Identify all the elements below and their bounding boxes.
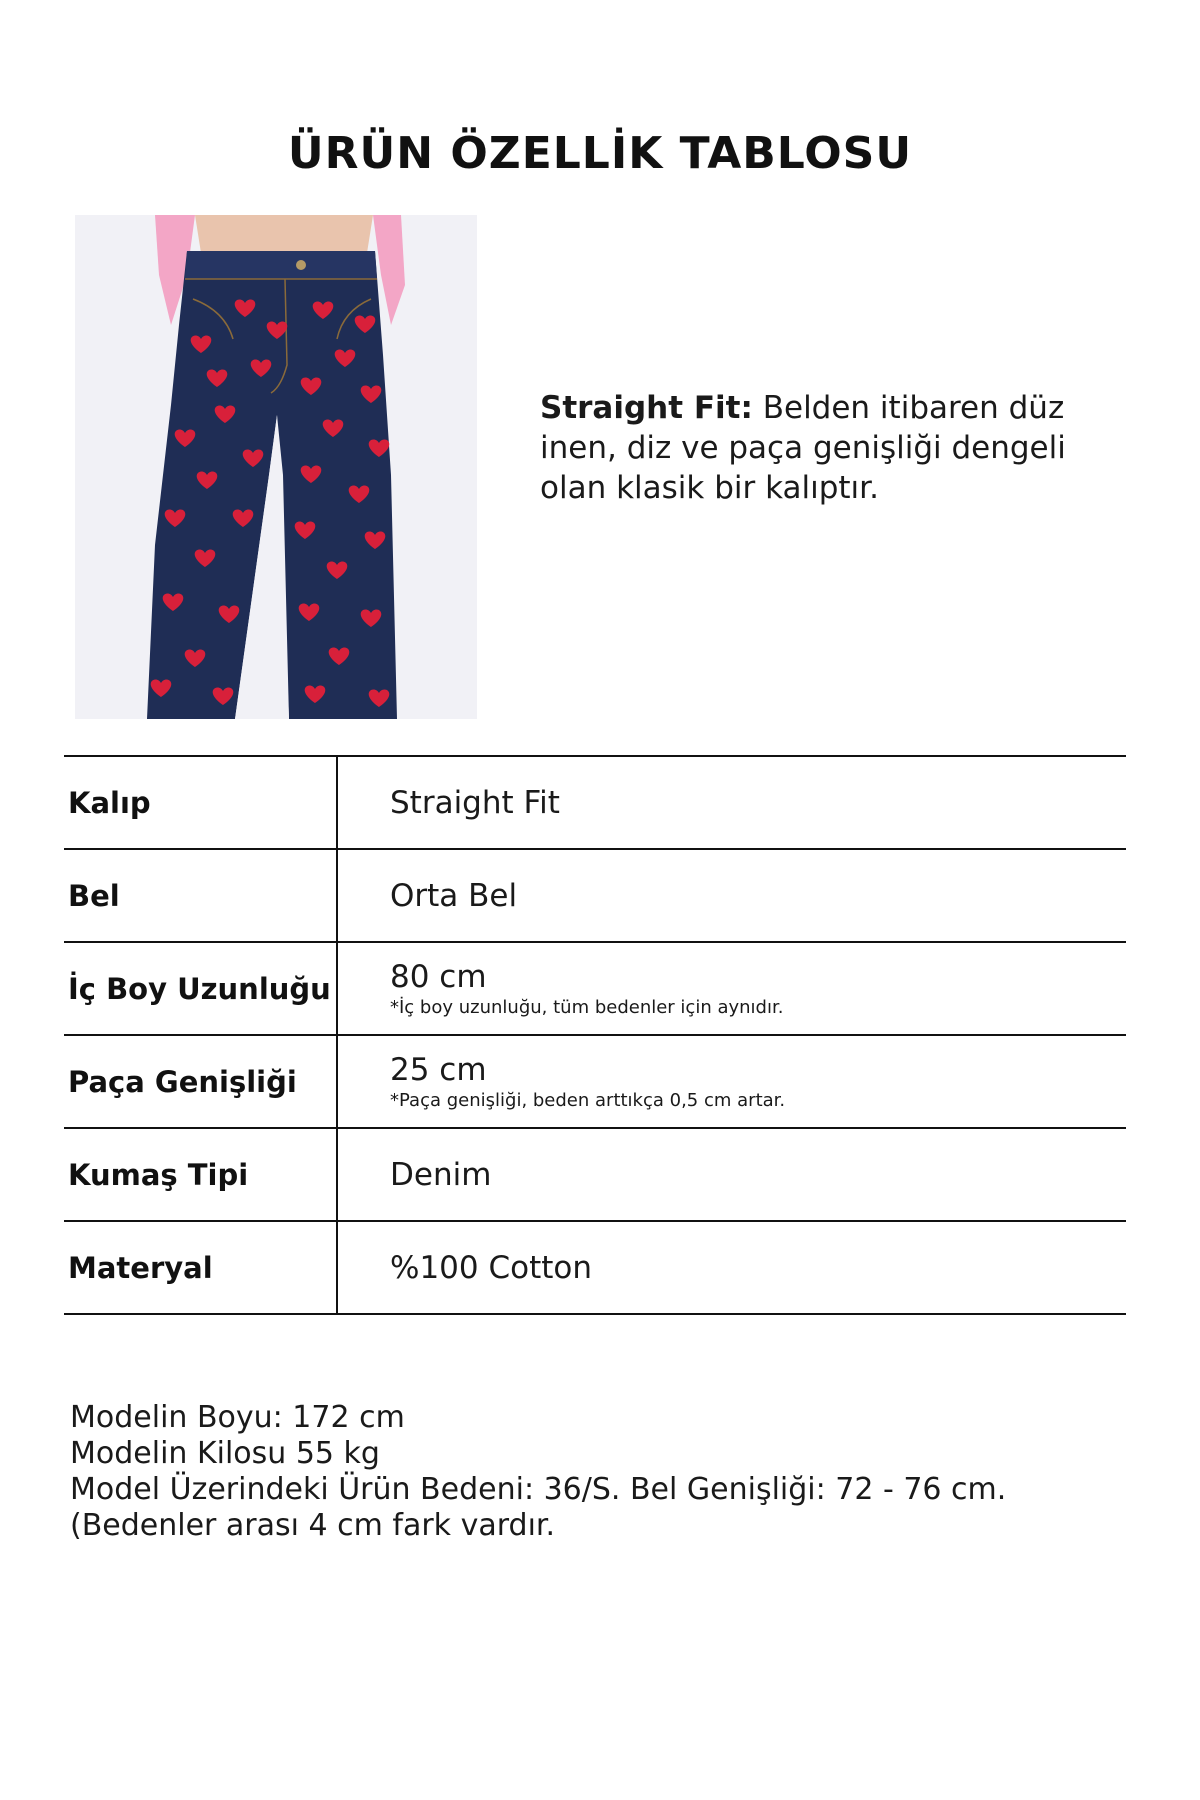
model-info [70, 1400, 1150, 1544]
spec-label: Kumaş Tipi [64, 1128, 337, 1221]
spec-value: %100 Cotton [390, 1249, 593, 1286]
spec-value-cell [337, 942, 1126, 1035]
spec-label: Materyal [64, 1221, 337, 1314]
spec-value-cell [337, 1035, 1126, 1128]
spec-label: İç Boy Uzunluğu [64, 942, 337, 1035]
table-row [64, 1035, 1126, 1128]
spec-value: 80 cm [390, 959, 487, 995]
jeans-photo-image [75, 215, 477, 719]
spec-note: *İç boy uzunluğu, tüm bedenler için aynıdır. [390, 997, 784, 1018]
spec-value: Straight Fit [390, 784, 560, 821]
spec-label: Paça Genişliği [64, 1035, 337, 1128]
fit-name: Straight Fit: [540, 390, 753, 426]
spec-value-cell [337, 1221, 1126, 1314]
spec-value: 25 cm [390, 1052, 487, 1088]
spec-label: Bel [64, 849, 337, 942]
fit-description-text: Belden itibaren düz inen, diz ve paça genişliği dengeli olan klasik bir kalıptır. [540, 390, 1066, 506]
spec-value-cell [337, 756, 1126, 849]
spec-table [64, 755, 1126, 1315]
spec-value: Orta Bel [390, 877, 518, 914]
fit-description [540, 388, 1140, 508]
model-size: Model Üzerindeki Ürün Bedeni: 36/S. Bel Genişliği: 72 - 76 cm. (Bedenler arası 4 cm fark vardır. [70, 1472, 1007, 1543]
spec-label: Kalıp [64, 756, 337, 849]
spec-value: Denim [390, 1156, 492, 1193]
page-title: ÜRÜN ÖZELLİK TABLOSU [287, 128, 913, 179]
table-row [64, 849, 1126, 942]
product-photo [75, 215, 477, 719]
model-weight: Modelin Kilosu 55 kg [70, 1436, 380, 1471]
table-row [64, 1128, 1126, 1221]
table-row [64, 942, 1126, 1035]
table-row [64, 756, 1126, 849]
model-height: Modelin Boyu: 172 cm [70, 1400, 405, 1435]
spec-value-cell [337, 1128, 1126, 1221]
spec-value-cell [337, 849, 1126, 942]
table-row [64, 1221, 1126, 1314]
spec-note: *Paça genişliği, beden arttıkça 0,5 cm artar. [390, 1090, 786, 1111]
